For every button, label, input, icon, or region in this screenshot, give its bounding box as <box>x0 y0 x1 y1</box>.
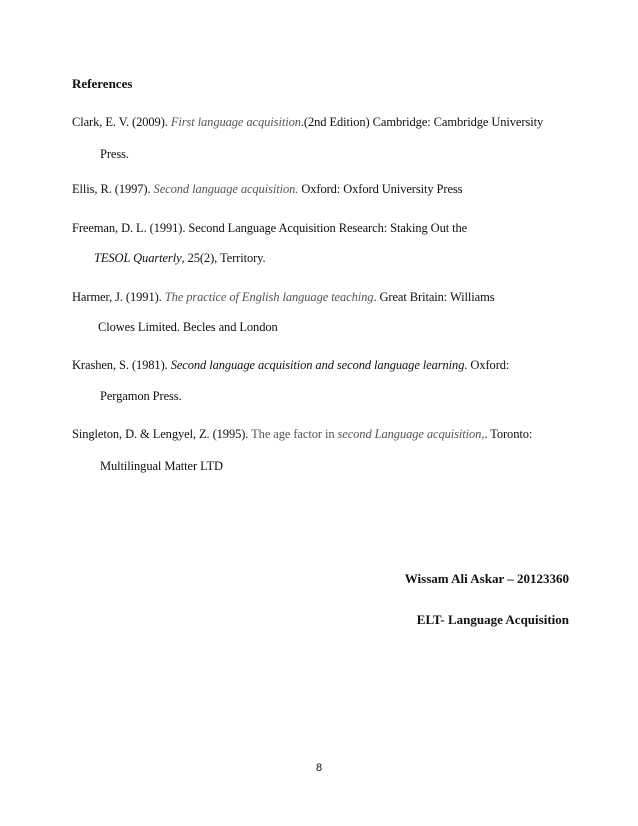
krashen-publisher: . Oxford: <box>464 358 510 372</box>
reference-clark <box>72 115 543 130</box>
krashen-title: Second language acquisition and second language learning <box>170 358 465 372</box>
clark-publisher: .(2nd Edition) Cambridge: Cambridge University <box>300 115 544 129</box>
reference-singleton-continuation: Multilingual Matter LTD <box>100 459 223 473</box>
reference-singleton <box>72 427 532 442</box>
reference-krashen-continuation: Pergamon Press. <box>100 389 182 403</box>
harmer-publisher: . Great Britain: Williams <box>373 290 495 304</box>
ellis-title: Second language acquisition. <box>153 182 299 196</box>
singleton-plain-title: The age factor in <box>251 427 338 441</box>
singleton-title: second Language acquisition, <box>337 427 485 441</box>
reference-harmer-continuation: Clowes Limited. Becles and London <box>98 320 278 334</box>
course-name: ELT- Language Acquisition <box>416 612 569 627</box>
freeman-details: , 25(2), Territory. <box>181 251 266 265</box>
singleton-publisher: . Toronto: <box>484 427 533 441</box>
harmer-author: Harmer, J. (1991). <box>72 290 165 304</box>
author-name: Wissam Ali Askar – 20123360 <box>404 571 569 586</box>
reference-harmer <box>72 290 495 305</box>
reference-krashen <box>72 358 509 373</box>
reference-freeman: Freeman, D. L. (1991). Second Language Acquisition Research: Staking Out the <box>72 221 468 235</box>
reference-clark-continuation: Press. <box>100 147 129 161</box>
krashen-author: Krashen, S. (1981). <box>72 358 171 372</box>
freeman-journal: TESOL Quarterly <box>94 251 182 265</box>
page-number: 8 <box>315 762 323 774</box>
ellis-author: Ellis, R. (1997). <box>72 182 154 196</box>
reference-freeman-continuation <box>94 251 266 266</box>
singleton-author: Singleton, D. & Lengyel, Z. (1995). <box>72 427 252 441</box>
reference-ellis <box>72 182 462 197</box>
clark-author: Clark, E. V. (2009). <box>72 115 171 129</box>
harmer-title: The practice of English language teaching <box>164 290 374 304</box>
clark-title: First language acquisition <box>170 115 301 129</box>
ellis-publisher: Oxford: Oxford University Press <box>298 182 463 196</box>
references-heading: References <box>72 76 133 91</box>
